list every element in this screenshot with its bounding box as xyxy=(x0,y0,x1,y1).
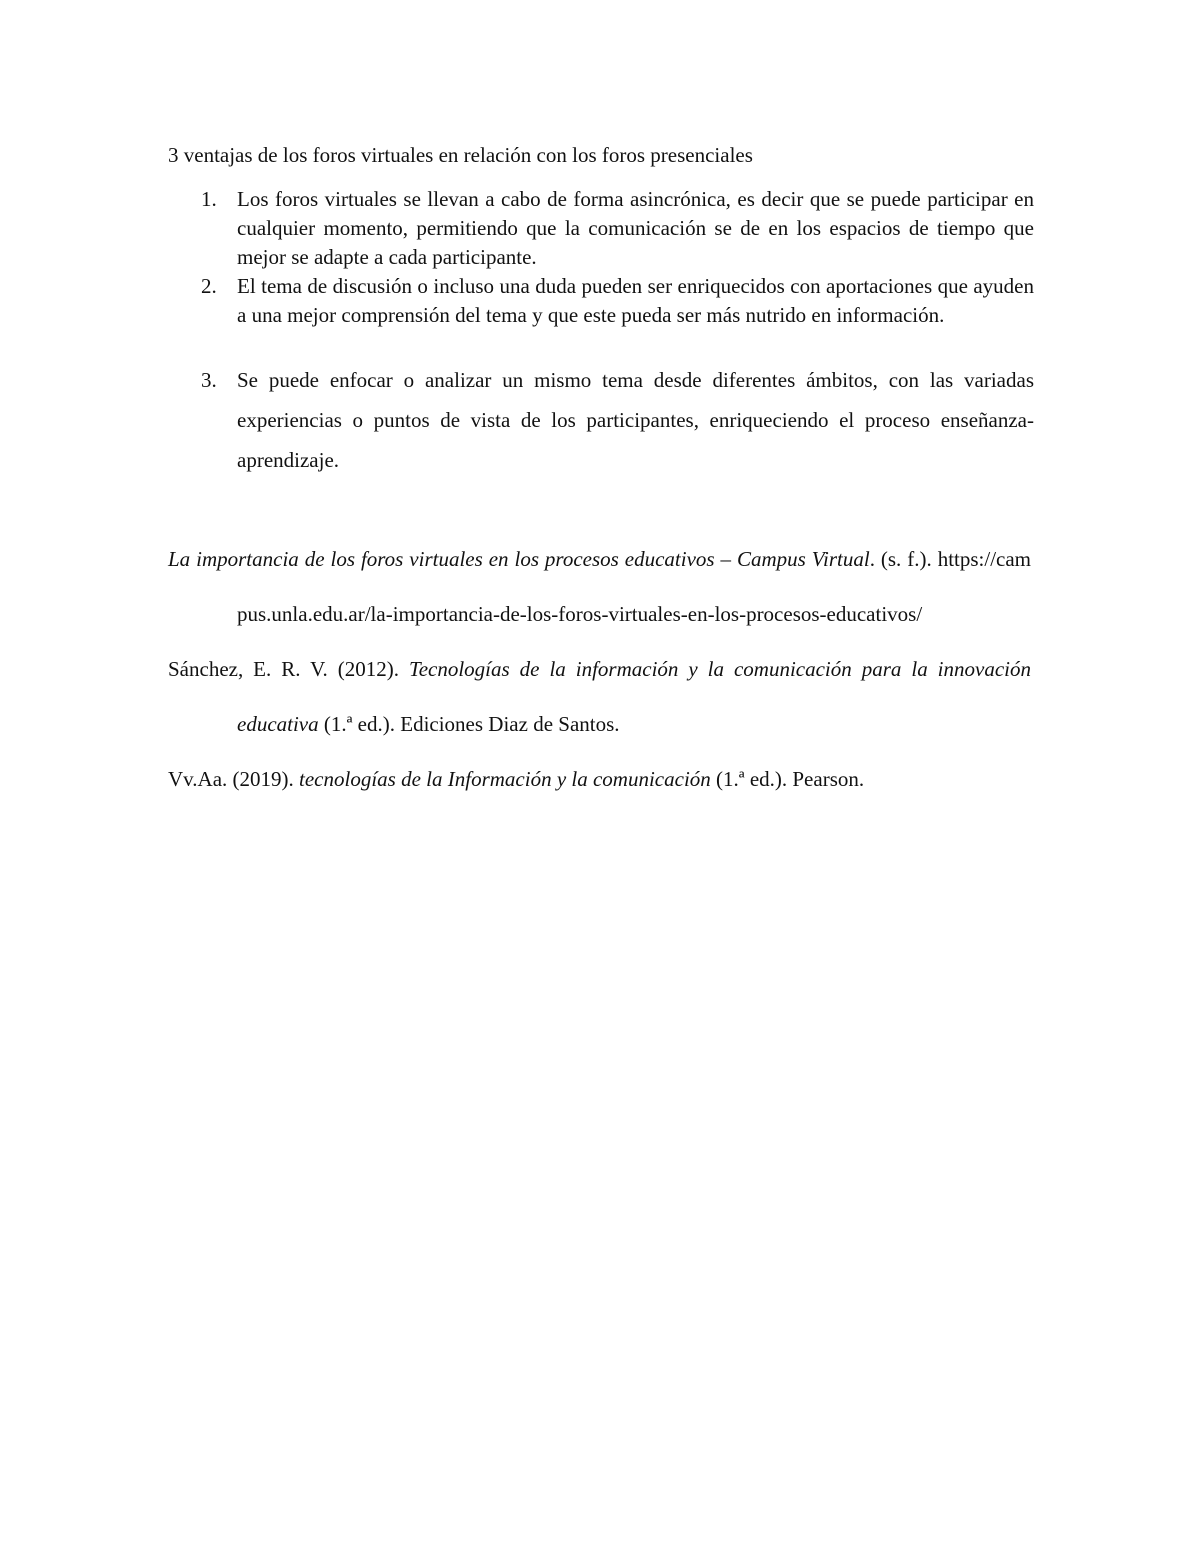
reference-title: Tecnologías de la información y la comunicación para la innovación educativa xyxy=(237,657,1031,736)
reference-date: . (s. f.). xyxy=(869,547,932,571)
reference-title: La importancia de los foros virtuales en los procesos educativos – Campus Virtual xyxy=(168,547,870,571)
list-number: 3. xyxy=(201,368,217,392)
list-number: 1. xyxy=(201,187,217,211)
references-section xyxy=(168,532,1031,807)
reference-author: Sánchez, E. R. V. (2012). xyxy=(168,657,409,681)
advantage-item xyxy=(168,272,1034,330)
advantage-item xyxy=(168,185,1034,272)
advantage-text: Se puede enfocar o analizar un mismo tema desde diferentes ámbitos, con las variadas experiencias o puntos de vista de los participantes, enriqueciendo el proceso enseñanza-aprendizaje. xyxy=(237,368,1034,472)
reference-entry xyxy=(168,642,1031,752)
reference-publisher: (1.ª ed.). Pearson. xyxy=(710,767,865,791)
reference-entry xyxy=(168,752,1031,807)
list-number: 2. xyxy=(201,274,217,298)
reference-url: https://campus.unla.edu.ar/la-importancia-de-los-foros-virtuales-en-los-procesos-educativos/ xyxy=(237,547,1032,626)
reference-author: Vv.Aa. (2019). xyxy=(168,767,300,791)
document-heading: 3 ventajas de los foros virtuales en relación con los foros presenciales xyxy=(168,143,753,167)
advantages-list xyxy=(168,185,1034,480)
advantage-item xyxy=(168,360,1034,480)
advantage-text: El tema de discusión o incluso una duda pueden ser enriquecidos con aportaciones que ayuden a una mejor comprensión del tema y que este pueda ser más nutrido en información. xyxy=(237,274,1034,327)
reference-publisher: (1.ª ed.). Ediciones Diaz de Santos. xyxy=(318,712,620,736)
reference-entry xyxy=(168,532,1031,642)
advantage-text: Los foros virtuales se llevan a cabo de forma asincrónica, es decir que se puede participar en cualquier momento, permitiendo que la comunicación se de en los espacios de tiempo que mejor se adapte a cada participante. xyxy=(237,187,1034,269)
reference-title: tecnologías de la Información y la comunicación xyxy=(299,767,711,791)
